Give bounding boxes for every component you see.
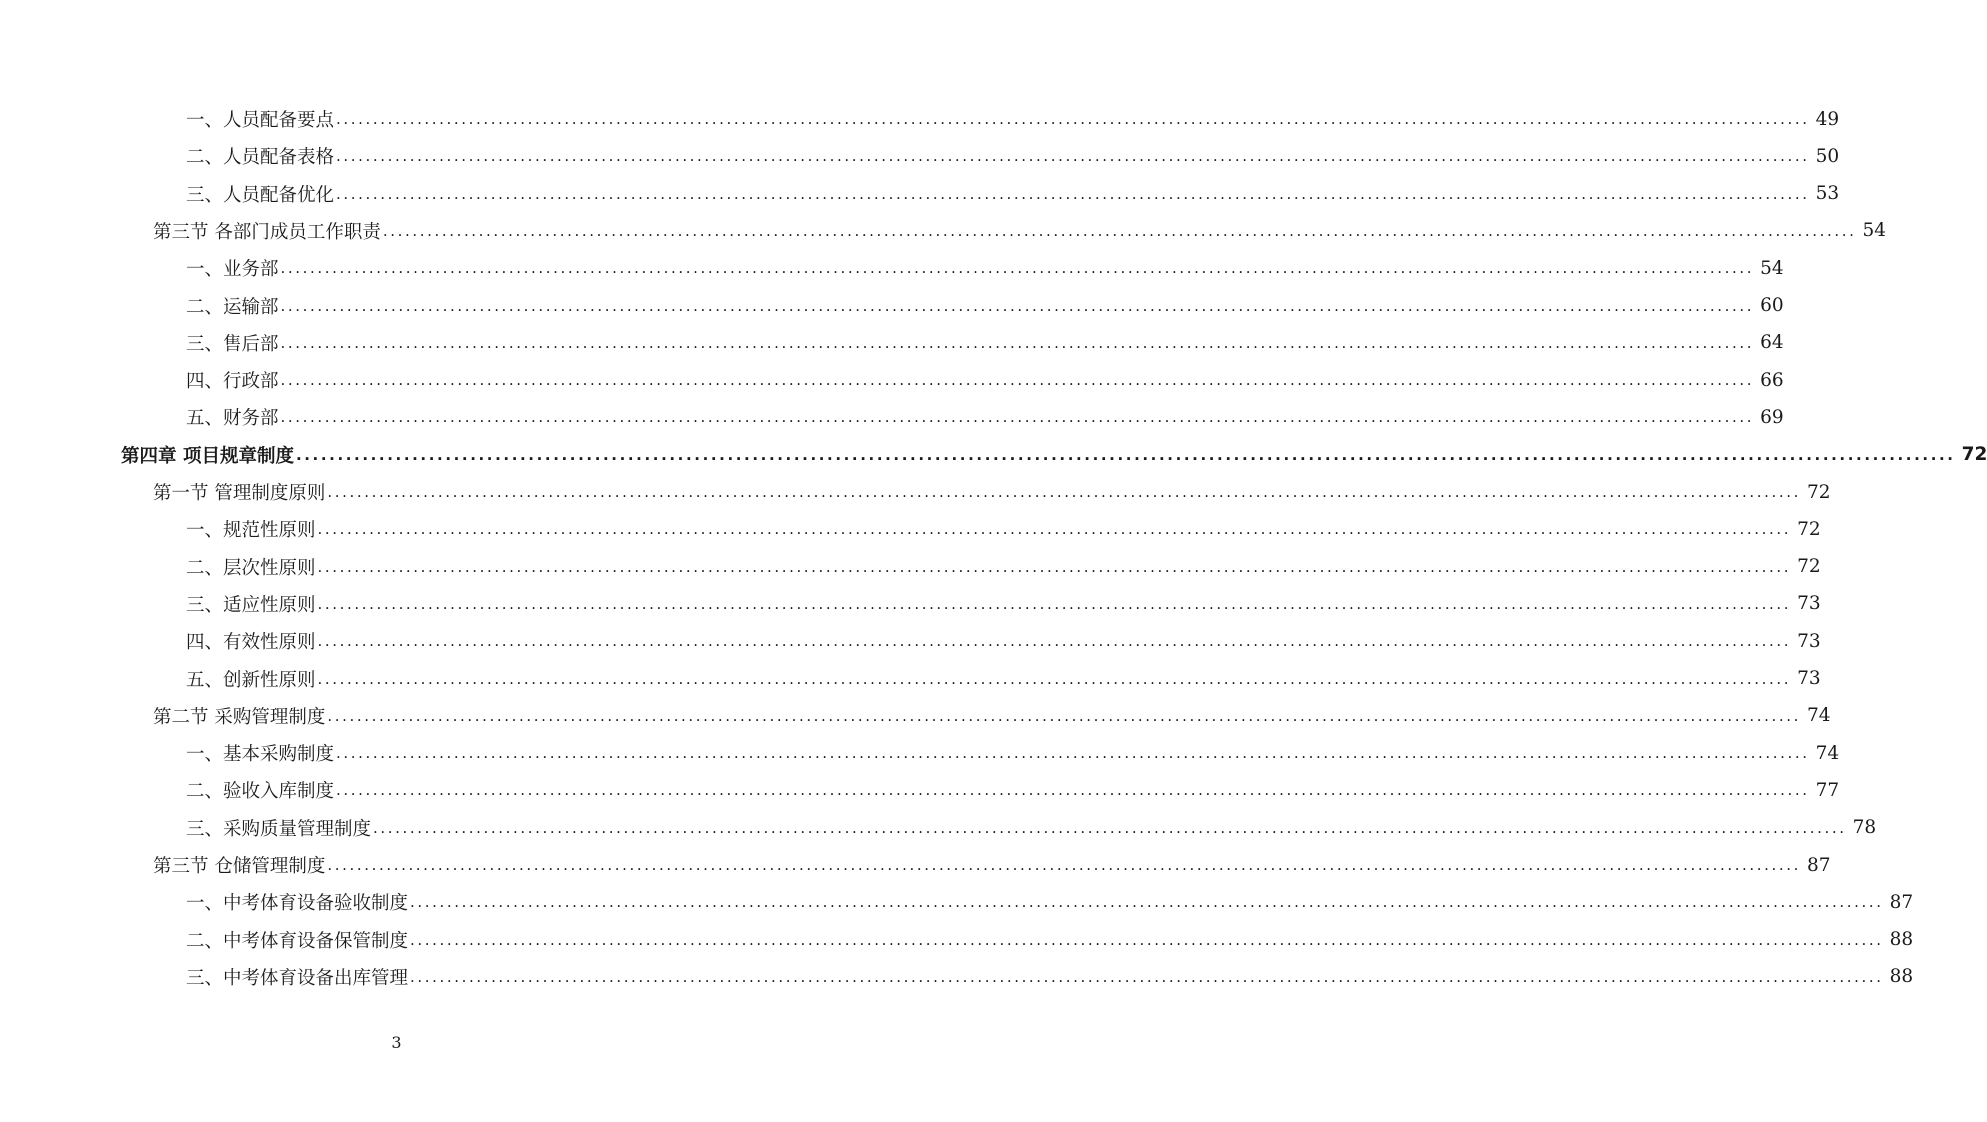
toc-dot-leader: ........................................................................................................................................................................................................ [280,333,1755,352]
toc-entry[interactable] [186,586,1821,622]
toc-entry[interactable] [186,325,1784,361]
toc-entry-page: 73 [1797,630,1821,652]
toc-dot-leader: ........................................................................................................................................................................................................ [410,930,1884,949]
toc-entry[interactable] [186,661,1821,697]
toc-entry[interactable] [186,511,1821,547]
toc-dot-leader: ........................................................................................................................................................................................................ [280,296,1755,315]
toc-entry[interactable] [153,213,1887,249]
toc-entry[interactable] [186,250,1784,286]
toc-entry-page: 73 [1797,668,1821,689]
toc-entry-title: 三、人员配备优化 [186,184,335,206]
toc-entry-page: 88 [1889,929,1914,951]
toc-entry-page: 73 [1797,593,1821,615]
toc-entry[interactable] [186,735,1840,771]
toc-dot-leader: ........................................................................................................................................................................................................ [336,744,1810,763]
toc-entry-page: 87 [1807,854,1831,876]
toc-dot-leader: ........................................................................................................................................................................................................ [280,371,1755,390]
toc-dot-leader: ........................................................................................................................................................................................................ [373,818,1847,837]
toc-dot-leader: ........................................................................................................................................................................................................ [336,781,1810,800]
toc-entry-page: 72 [1961,444,1987,466]
toc-entry-page: 53 [1815,183,1840,205]
toc-entry-page: 49 [1815,108,1840,130]
toc-entry-title: 五、财务部 [186,408,279,430]
toc-entry[interactable] [153,847,1831,883]
toc-entry-title: 二、层次性原则 [186,557,316,579]
toc-entry-page: 78 [1852,817,1877,839]
toc-entry-page: 72 [1797,556,1821,578]
toc-entry-title: 三、售后部 [186,333,279,355]
toc-entry-title: 一、规范性原则 [186,520,316,542]
toc-entry[interactable] [186,138,1840,174]
toc-entry-title: 第三节 各部门成员工作职责 [153,221,381,243]
toc-entry[interactable] [186,772,1840,808]
toc-entry-title: 二、人员配备表格 [186,147,335,169]
toc-entry[interactable] [186,101,1840,137]
toc-entry[interactable] [121,437,1987,473]
toc-entry-page: 60 [1760,295,1784,316]
toc-entry-page: 54 [1760,257,1784,279]
toc-entry-page: 64 [1760,332,1784,354]
toc-entry-title: 四、有效性原则 [186,632,316,654]
toc-entry[interactable] [186,362,1784,398]
toc-entry[interactable] [186,810,1877,846]
toc-entry[interactable] [186,959,1914,995]
toc-entry-page: 87 [1889,891,1914,913]
toc-entry-title: 三、采购质量管理制度 [186,818,372,840]
toc-entry-title: 一、基本采购制度 [186,744,335,766]
toc-entry-title: 四、行政部 [186,371,279,393]
toc-entry[interactable] [153,698,1831,734]
toc-dot-leader: ........................................................................................................................................................................................................ [317,632,1792,651]
toc-dot-leader: ........................................................................................................................................................................................................ [317,594,1792,613]
toc-entry-title: 一、业务部 [186,259,279,281]
toc-dot-leader: ........................................................................................................................................................................................................ [336,147,1810,166]
toc-entry-title: 二、验收入库制度 [186,781,335,803]
toc-entry-title: 一、中考体育设备验收制度 [186,893,409,915]
toc-entry[interactable] [186,922,1914,958]
toc-entry-page: 54 [1862,220,1887,242]
toc-entry-title: 第二节 采购管理制度 [153,706,326,728]
toc-entry-page: 74 [1815,742,1840,764]
toc-entry[interactable] [186,884,1914,920]
toc-entry-page: 72 [1797,518,1821,540]
toc-dot-leader: ........................................................................................................................................................................................................ [327,483,1802,501]
toc-entry-title: 第三节 仓储管理制度 [153,856,326,877]
toc-entry[interactable] [186,623,1821,659]
toc-entry-title: 二、中考体育设备保管制度 [186,930,409,952]
toc-entry-page: 77 [1815,779,1840,801]
toc-entry-page: 66 [1760,369,1784,391]
toc-dot-leader: ........................................................................................................................................................................................................ [336,110,1810,128]
toc-dot-leader: ........................................................................................................................................................................................................ [336,184,1810,203]
toc-entry-title: 第一节 管理制度原则 [153,483,326,504]
toc-dot-leader: ........................................................................................................................................................................................................ [410,967,1884,986]
toc-dot-leader: ........................................................................................................................................................................................................ [317,520,1792,539]
toc-entry-page: 88 [1889,966,1914,988]
toc-dot-leader: ........................................................................................................................................................................................................ [280,408,1755,427]
toc-entry-page: 50 [1815,145,1840,167]
toc-dot-leader: ........................................................................................................................................................................................................ [317,557,1792,576]
toc-entry[interactable] [186,549,1821,585]
toc-entry-title: 三、中考体育设备出库管理 [186,967,409,989]
toc-dot-leader: ........................................................................................................................................................................................................ [280,259,1755,278]
page-number: 3 [391,1033,402,1052]
toc-entry[interactable] [186,288,1784,324]
toc-entry-page: 74 [1807,705,1831,727]
toc-entry[interactable] [186,176,1840,212]
toc-entry-title: 三、适应性原则 [186,594,316,616]
toc-entry-page: 69 [1760,406,1784,428]
toc-entry-title: 一、人员配备要点 [186,110,335,131]
toc-entry[interactable] [153,474,1831,510]
toc-entry-title: 第四章 项目规章制度 [121,445,294,467]
toc-dot-leader: ........................................................................................................................................................................................................ [327,706,1802,725]
toc-entry[interactable] [186,399,1784,435]
toc-dot-leader: ........................................................................................................................................................................................................ [410,893,1884,912]
toc-dot-leader: ........................................................................................................................................................................................................ [317,669,1792,688]
toc-dot-leader: ........................................................................................................................................................................................................ [295,445,1956,464]
toc-entry-title: 五、创新性原则 [186,669,316,691]
toc-entry-page: 72 [1807,481,1831,503]
toc-dot-leader: ........................................................................................................................................................................................................ [382,221,1857,240]
toc-dot-leader: ........................................................................................................................................................................................................ [327,856,1802,874]
toc-entry-title: 二、运输部 [186,296,279,318]
